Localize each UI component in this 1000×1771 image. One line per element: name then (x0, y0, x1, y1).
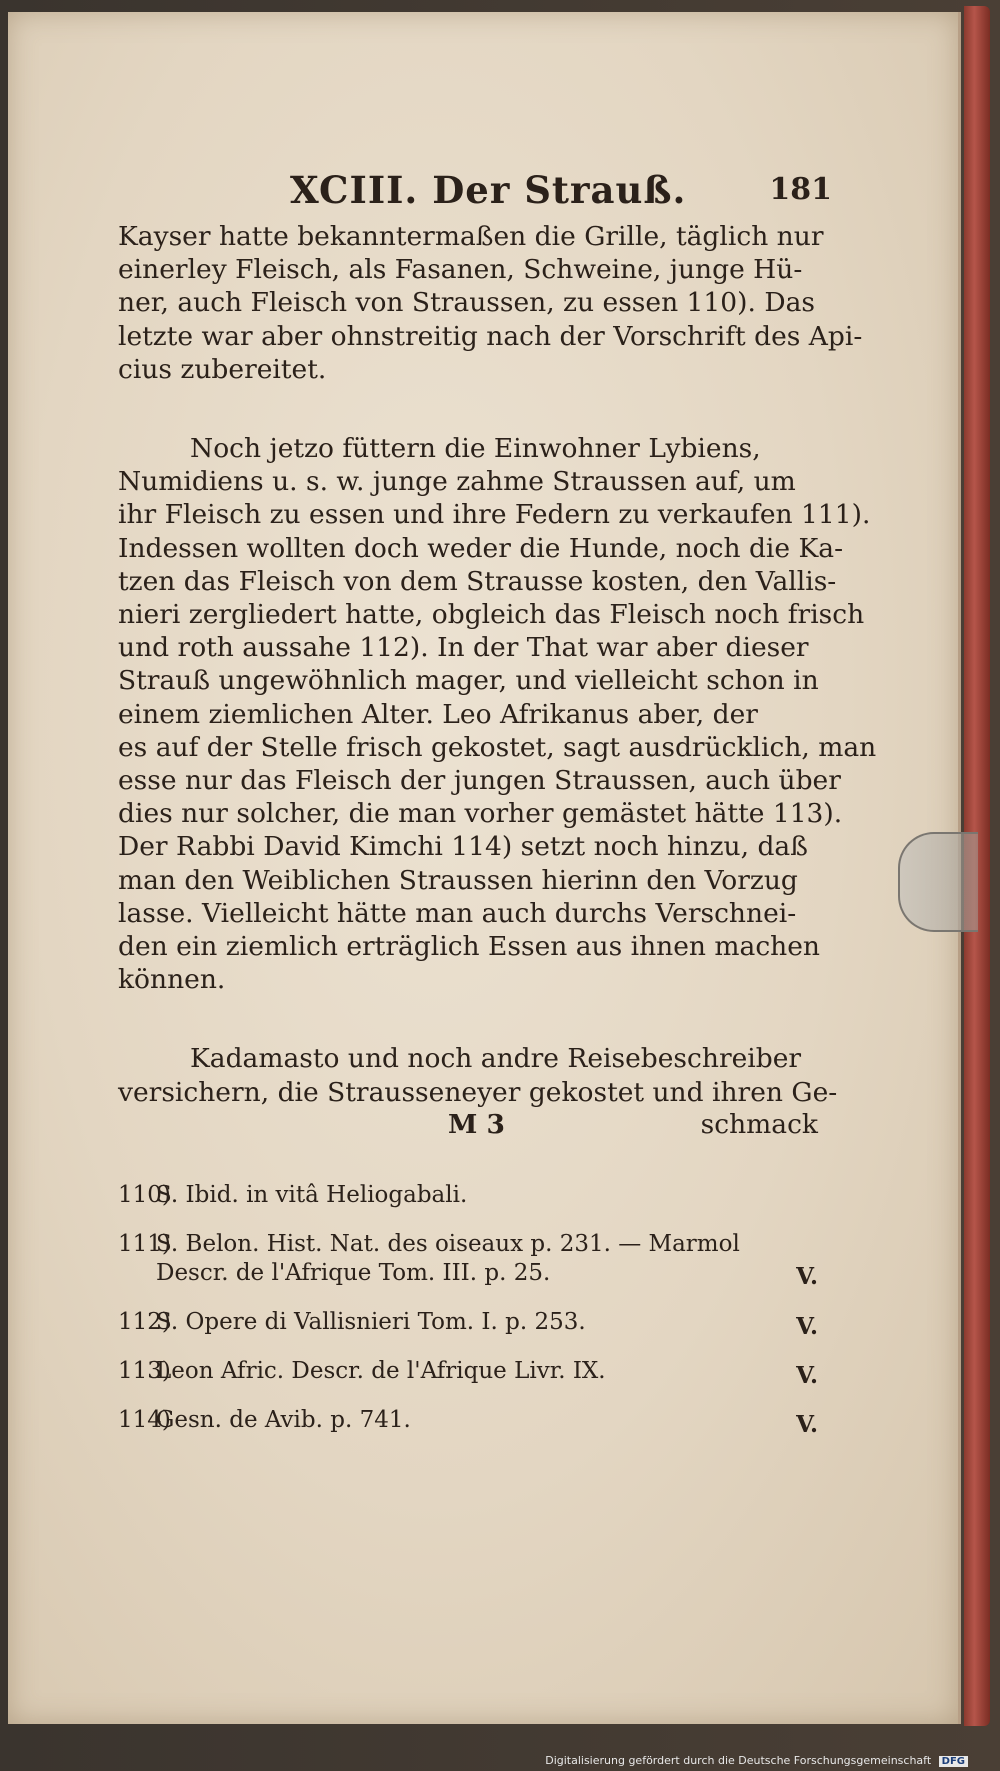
credit-text: Digitalisierung gefördert durch die Deutsche Forschungsgemeinschaft (545, 1754, 932, 1767)
footnote-113 (118, 1357, 818, 1389)
footnote-text: Gesn. de Avib. p. 741. (156, 1406, 411, 1433)
text-line: einerley Fleisch, als Fasanen, Schweine, junge Hü- (118, 254, 803, 286)
text-line: Indessen wollten doch weder die Hunde, noch die Ka- (118, 532, 844, 564)
text-line: Der Rabbi David Kimchi 114) setzt noch hinzu, daß (118, 831, 808, 863)
footnote-110 (118, 1181, 818, 1210)
text-line: tzen das Fleisch von dem Strausse kosten, den Vallis- (118, 565, 837, 597)
footnote-112 (118, 1308, 818, 1340)
signature-mark: M 3 (448, 1108, 505, 1140)
signature-line (118, 1109, 818, 1143)
footnote-text: S. Ibid. in vitâ Heliogabali. (156, 1181, 468, 1208)
text-line: man den Weiblichen Straussen hierinn den Vorzug (118, 864, 798, 896)
text-line: ihr Fleisch zu essen und ihre Federn zu verkaufen 111). (118, 499, 871, 531)
page-number: 181 (769, 172, 832, 207)
text-line: ner, auch Fleisch von Straussen, zu essen 110). Das (118, 287, 815, 319)
paragraph-2 (118, 432, 877, 996)
text-line: Numidiens u. s. w. junge zahme Straussen auf, um (118, 466, 796, 498)
text-line: einem ziemlichen Alter. Leo Afrikanus aber, der (118, 698, 758, 730)
bookmark-clip (898, 832, 978, 932)
digitization-credit (545, 1754, 968, 1767)
footnote-mark: V. (796, 1410, 818, 1438)
footnote-mark: V. (796, 1262, 818, 1290)
text-line: Kayser hatte bekanntermaßen die Grille, täglich nur (118, 221, 824, 252)
text-line: können. (118, 964, 226, 996)
text-line: dies nur solcher, die man vorher gemästet hätte 113). (118, 798, 843, 830)
text-line: esse nur das Fleisch der jungen Straussen, auch über (118, 765, 841, 797)
footnote-continuation: Descr. de l'Afrique Tom. III. p. 25. (156, 1259, 551, 1286)
footnote-mark: V. (796, 1361, 818, 1389)
running-head (118, 168, 832, 220)
footnote-number: 114) (118, 1406, 171, 1433)
footnote-114 (118, 1406, 818, 1438)
footnote-text: S. Opere di Vallisnieri Tom. I. p. 253. (156, 1308, 586, 1335)
footnote-number: 110) (118, 1181, 171, 1208)
text-line: lasse. Vielleicht hätte man auch durchs Verschnei- (118, 897, 797, 929)
text-line: nieri zergliedert hatte, obgleich das Fleisch noch frisch (118, 599, 865, 631)
footnote-number: 111) (118, 1230, 171, 1257)
footnote-text: Leon Afric. Descr. de l'Afrique Livr. IX. (156, 1357, 606, 1384)
paragraph-1 (118, 220, 863, 386)
text-line: und roth aussahe 112). In der That war aber dieser (118, 632, 809, 664)
footnotes (118, 1181, 818, 1438)
footnote-text: S. Belon. Hist. Nat. des oiseaux p. 231. — Marmol (156, 1230, 740, 1257)
text-line: versichern, die Straussenеyer gekostet und ihren Ge- (118, 1076, 838, 1108)
text-line: Kadamasto und noch andre Reisebeschreiber (190, 1043, 802, 1075)
catchword: schmack (700, 1108, 818, 1140)
footnote-number: 112) (118, 1308, 171, 1335)
text-line: Strauß ungewöhnlich mager, und vielleicht schon in (118, 665, 819, 697)
dfg-logo: DFG (939, 1756, 968, 1767)
page-content (118, 168, 877, 1455)
text-line: letzte war aber ohnstreitig nach der Vorschrift des Api- (118, 320, 863, 352)
text-line: cius zubereitet. (118, 353, 327, 385)
text-line: den ein ziemlich erträglich Essen aus ihnen machen (118, 931, 821, 963)
text-line: Noch jetzo füttern die Einwohner Lybiens, (190, 433, 761, 465)
text-line: es auf der Stelle frisch gekostet, sagt ausdrücklich, man (118, 731, 877, 763)
footnote-number: 113) (118, 1357, 171, 1384)
footnote-111 (118, 1230, 818, 1288)
paragraph-3 (118, 1042, 838, 1108)
page-title: XCIII. Der Strauß. (290, 168, 687, 212)
footnote-mark: V. (796, 1312, 818, 1340)
